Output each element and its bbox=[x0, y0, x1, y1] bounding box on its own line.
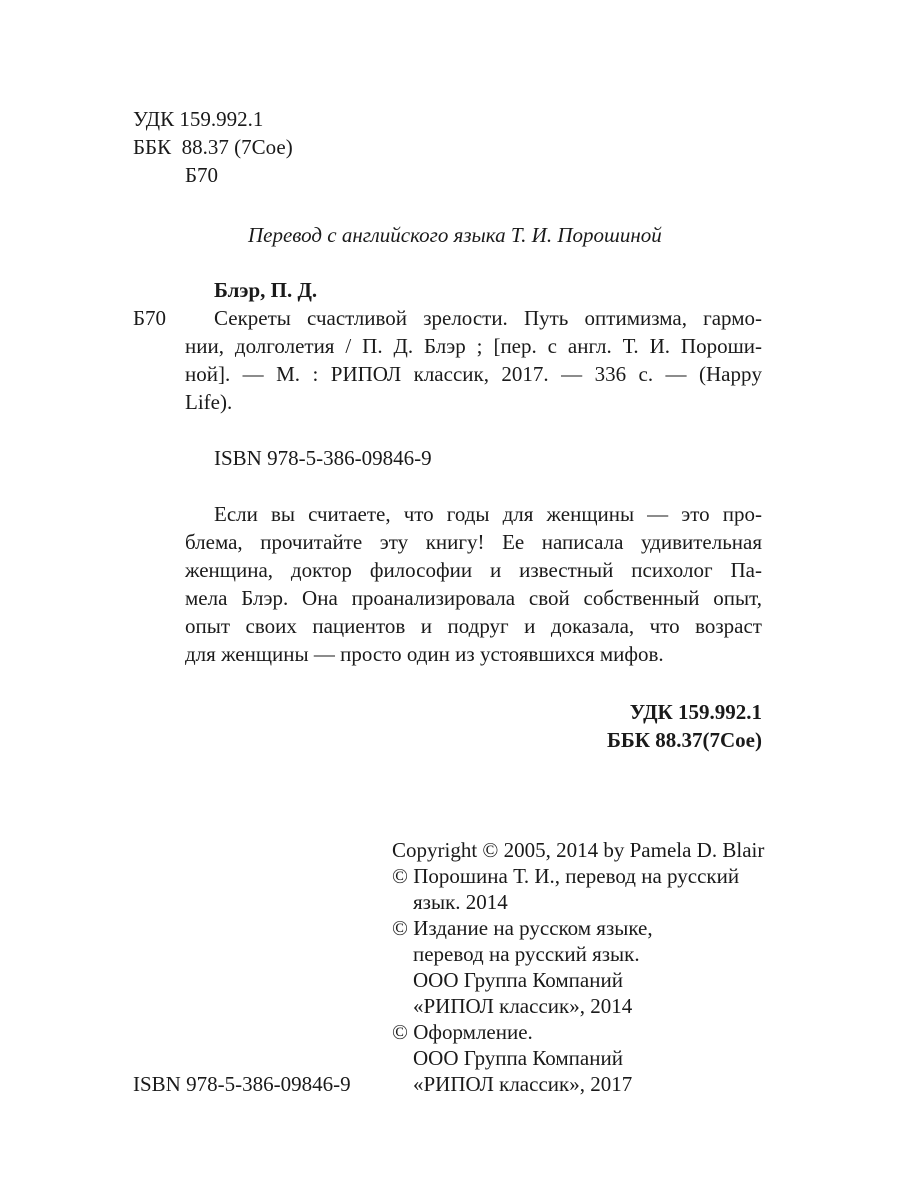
bbk-classification: ББК 88.37(7Сое) bbox=[607, 728, 762, 752]
record-line: нии, долголетия / П. Д. Блэр ; [пер. с англ. Т. И. Пороши- bbox=[185, 334, 762, 358]
author-mark-header: Б70 bbox=[185, 163, 219, 187]
record-line: Life). bbox=[185, 390, 233, 414]
annotation-line: Если вы считаете, что годы для женщины — это про- bbox=[214, 502, 762, 526]
copyright-line: © Издание на русском языке, bbox=[392, 916, 653, 940]
record-isbn: ISBN 978-5-386-09846-9 bbox=[214, 446, 432, 470]
record-line: ной]. — М. : РИПОЛ классик, 2017. — 336 с. — (Happy bbox=[185, 362, 762, 386]
copyright-line: ООО Группа Компаний bbox=[413, 968, 623, 992]
record-line: Секреты счастливой зрелости. Путь оптимизма, гармо- bbox=[214, 306, 762, 330]
annotation-line: опыт своих пациентов и подруг и доказала, что возраст bbox=[185, 614, 762, 638]
copyright-line: перевод на русский язык. bbox=[413, 942, 640, 966]
copyright-line: «РИПОЛ классик», 2014 bbox=[413, 994, 633, 1018]
annotation-line: мела Блэр. Она проанализировала свой собственный опыт, bbox=[185, 586, 762, 610]
annotation-line: блема, прочитайте эту книгу! Ее написала удивительная bbox=[185, 530, 762, 554]
copyright-line: ООО Группа Компаний bbox=[413, 1046, 623, 1070]
bbk-header: ББК 88.37 (7Сое) bbox=[133, 135, 293, 159]
udk-classification: УДК 159.992.1 bbox=[629, 700, 762, 724]
copyright-line: © Оформление. bbox=[392, 1020, 533, 1044]
copyright-line: © Порошина Т. И., перевод на русский bbox=[392, 864, 740, 888]
copyright-line: язык. 2014 bbox=[413, 890, 508, 914]
udk-header: УДК 159.992.1 bbox=[133, 107, 264, 131]
record-author: Блэр, П. Д. bbox=[214, 278, 318, 302]
annotation-line: женщина, доктор философии и известный психолог Па- bbox=[185, 558, 762, 582]
record-mark: Б70 bbox=[133, 306, 167, 330]
copyright-line: «РИПОЛ классик», 2017 bbox=[413, 1072, 633, 1096]
annotation-line: для женщины — просто один из устоявшихся мифов. bbox=[185, 642, 664, 666]
copyright-line: Copyright © 2005, 2014 by Pamela D. Blair bbox=[392, 838, 765, 862]
footer-isbn: ISBN 978-5-386-09846-9 bbox=[133, 1072, 351, 1096]
translation-note: Перевод с английского языка Т. И. Порошиной bbox=[248, 223, 662, 247]
